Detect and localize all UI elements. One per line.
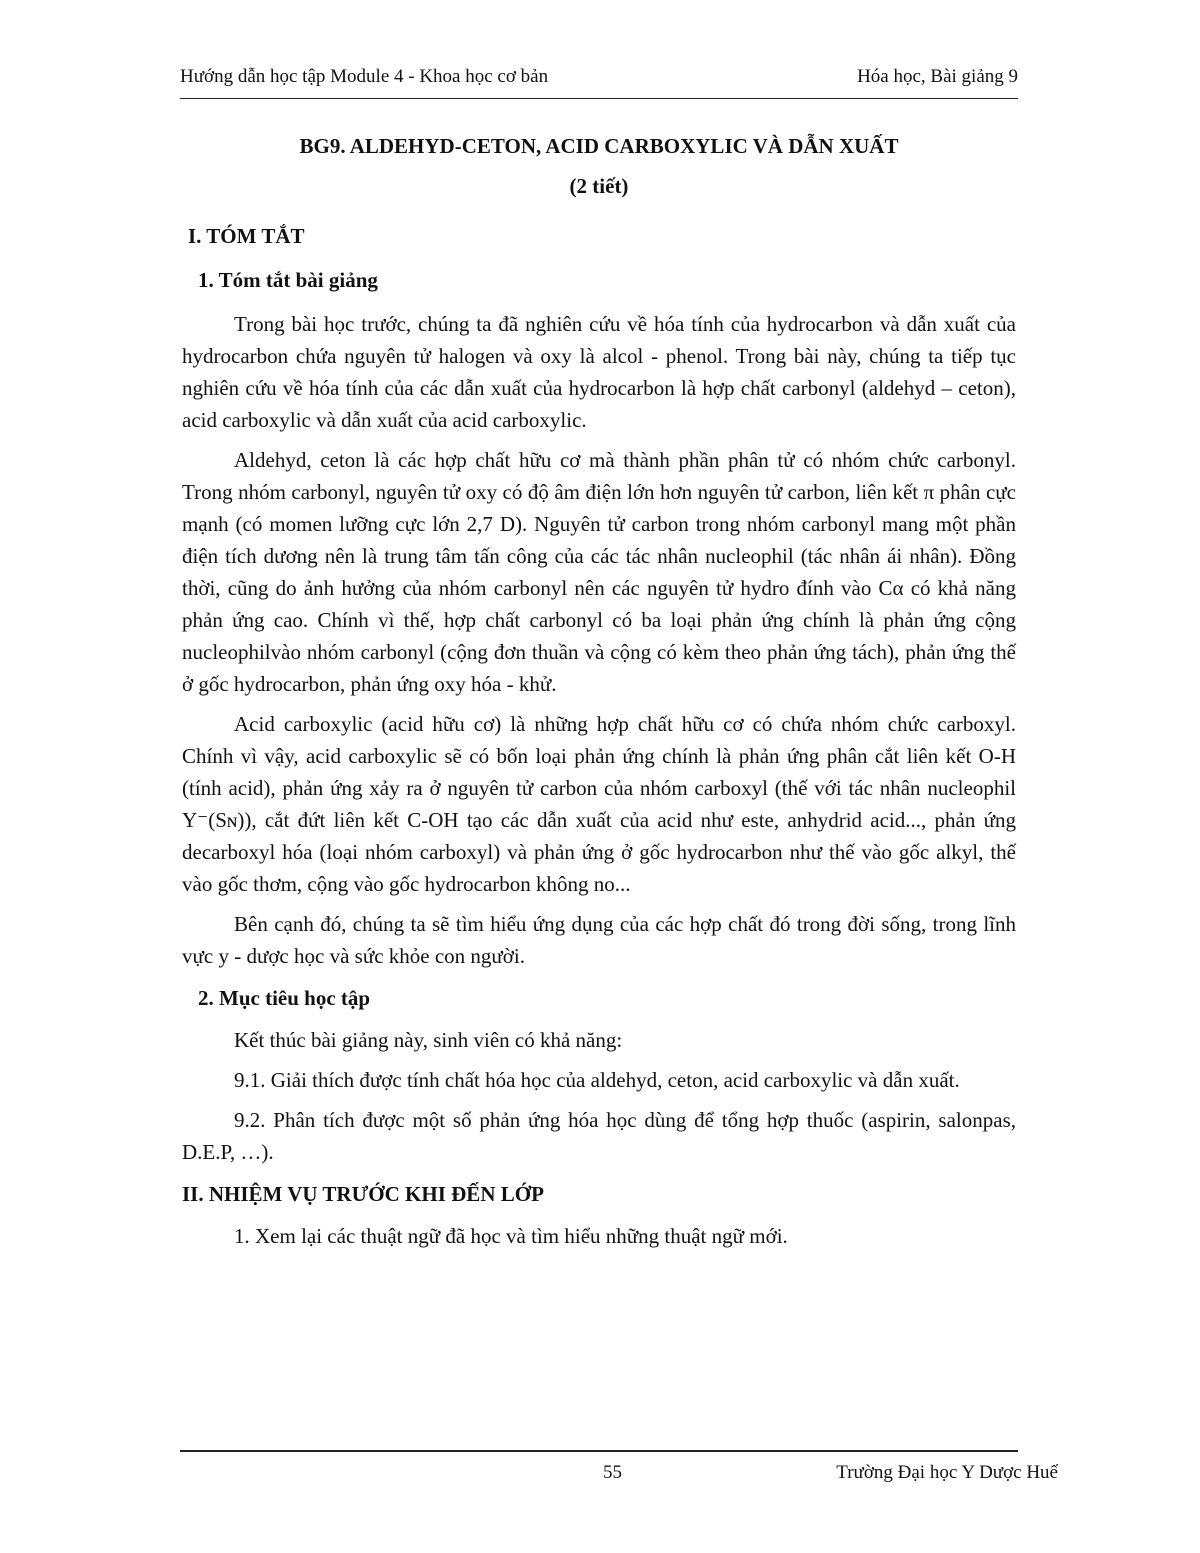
section-heading-1: I. TÓM TẮT	[188, 224, 305, 248]
document-subtitle: (2 tiết)	[569, 174, 629, 198]
section-heading-2: II. NHIỆM VỤ TRƯỚC KHI ĐẾN LỚP	[182, 1182, 544, 1206]
objective-item: 9.1. Giải thích được tính chất hóa học của aldehyd, ceton, acid carboxylic và dẫn xuất.	[234, 1068, 960, 1092]
objective-item: 9.2. Phân tích được một số phản ứng hóa học dùng để tổng hợp thuốc (aspirin, salonpas, D.E.P, …).	[182, 1108, 1016, 1164]
paragraph: Trong bài học trước, chúng ta đã nghiên cứu về hóa tính của hydrocarbon và dẫn xuất của hydrocarbon chứa nguyên tử halogen và oxy là alcol - phenol. Trong bài này, chúng ta tiếp tục nghiên cứu về hóa tính của các dẫn xuất của hydrocarbon là hợp chất carbonyl (aldehyd – ceton), acid carboxylic và dẫn xuất của acid carboxylic.	[182, 312, 1016, 432]
page-header	[180, 66, 1018, 99]
subsection-heading-1-1: 1. Tóm tắt bài giảng	[198, 268, 378, 292]
footer-divider	[180, 1450, 1018, 1452]
document-title: BG9. ALDEHYD-CETON, ACID CARBOXYLIC VÀ DẪN XUẤT	[299, 134, 899, 158]
paragraph: Acid carboxylic (acid hữu cơ) là những hợp chất hữu cơ có chứa nhóm chức carboxyl. Chính vì vậy, acid carboxylic sẽ có bốn loại phản ứng chính là phản ứng phân cắt liên kết O-H (tính acid), phản ứng xảy ra ở nguyên tử carbon của nhóm carboxyl (thế với tác nhân nucleophil Y⁻(Sɴ)), cắt đứt liên kết C-OH tạo các dẫn xuất của acid như este, anhydrid acid..., phản ứng decarboxyl hóa (loại nhóm carboxyl) và phản ứng ở gốc hydrocarbon như thế vào gốc alkyl, thế vào gốc thơm, cộng vào gốc hydrocarbon không no...	[182, 712, 1016, 896]
page-content	[182, 128, 1016, 1252]
footer-institution: Trường Đại học Y Dược Huế	[836, 1462, 1058, 1483]
header-right: Hóa học, Bài giảng 9	[857, 66, 1018, 87]
page-number: 55	[603, 1462, 622, 1483]
subsection-heading-1-2: 2. Mục tiêu học tập	[198, 986, 371, 1010]
header-left: Hướng dẫn học tập Module 4 - Khoa học cơ bản	[180, 66, 549, 87]
task-item: 1. Xem lại các thuật ngữ đã học và tìm hiểu những thuật ngữ mới.	[234, 1224, 788, 1248]
paragraph: Bên cạnh đó, chúng ta sẽ tìm hiểu ứng dụng của các hợp chất đó trong đời sống, trong lĩnh vực y - dược học và sức khỏe con người.	[182, 912, 1016, 968]
paragraph: Kết thúc bài giảng này, sinh viên có khả năng:	[234, 1028, 623, 1052]
paragraph: Aldehyd, ceton là các hợp chất hữu cơ mà thành phần phân tử có nhóm chức carbonyl. Trong nhóm carbonyl, nguyên tử oxy có độ âm điện lớn hơn nguyên tử carbon, liên kết π phân cực mạnh (có momen lưỡng cực lớn 2,7 D). Nguyên tử carbon trong nhóm carbonyl mang một phần điện tích dương nên là trung tâm tấn công của các tác nhân nucleophil (tác nhân ái nhân). Đồng thời, cũng do ảnh hưởng của nhóm carbonyl nên các nguyên tử hydro đính vào Cα có khả năng phản ứng cao. Chính vì thế, hợp chất carbonyl có ba loại phản ứng chính là phản ứng cộng nucleophilvào nhóm carbonyl (cộng đơn thuần và cộng có kèm theo phản ứng tách), phản ứng thế ở gốc hydrocarbon, phản ứng oxy hóa - khử.	[182, 448, 1016, 696]
